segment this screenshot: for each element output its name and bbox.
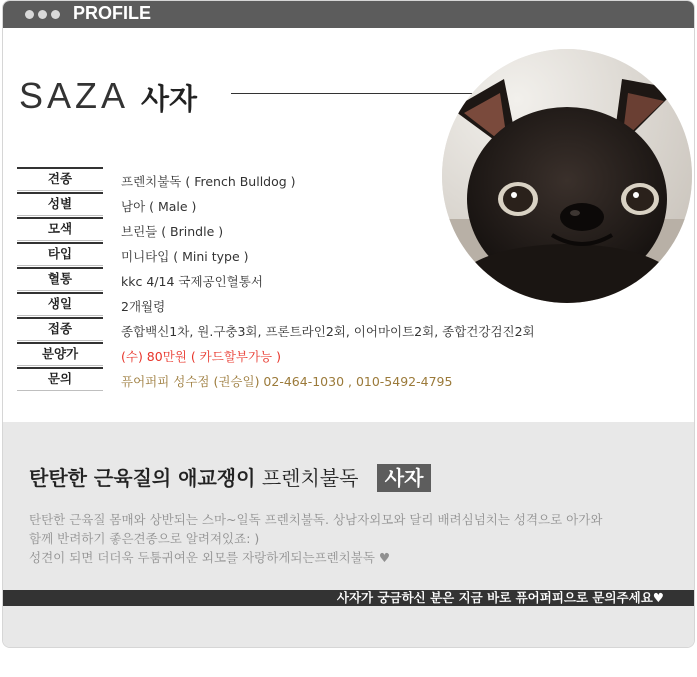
- info-row-pedigree: [17, 267, 577, 292]
- dog-name-korean: 사자: [141, 82, 198, 116]
- name-tag: 사자: [377, 464, 432, 492]
- contact-call-to-action: 사자가 궁금하신 분은 지금 바로 퓨어퍼피으로 문의주세요♥: [336, 590, 664, 605]
- price-value: (수) 80만원 ( 카드할부가능 ): [121, 349, 281, 364]
- info-row-color: [17, 217, 577, 242]
- info-row-sex: [17, 192, 577, 217]
- profile-header-bar: [3, 1, 694, 28]
- info-value: 남아 ( Male ): [121, 199, 197, 214]
- info-label: 타입: [17, 242, 103, 266]
- dot-icon: [38, 10, 47, 19]
- contact-value: 퓨어퍼피 성수점 (권승일) 02-464-1030 , 010-5492-4795: [121, 374, 453, 389]
- info-label: 모색: [17, 217, 103, 241]
- info-label: 생일: [17, 292, 103, 316]
- info-value: 2개월령: [121, 299, 166, 314]
- info-value: 프렌치불독 ( French Bulldog ): [121, 174, 296, 189]
- description-box: [3, 422, 694, 648]
- info-row-breed: [17, 167, 577, 192]
- info-value: 미니타입 ( Mini type ): [121, 249, 249, 264]
- info-label: 접종: [17, 317, 103, 341]
- title-divider: [231, 93, 501, 94]
- info-label: 혈통: [17, 267, 103, 291]
- info-value: kkc 4/14 국제공인혈통서: [121, 274, 263, 289]
- description-line: 탄탄한 근육질 몸매와 상반되는 스마~일독 프렌치불독. 상남자외모와 달리 배려심넘치는 성격으로 아가와: [29, 512, 603, 527]
- description-text: [29, 510, 669, 567]
- window-dots: [25, 10, 60, 19]
- profile-card: [2, 0, 695, 648]
- info-label: 성별: [17, 192, 103, 216]
- header-title: PROFILE: [73, 3, 152, 23]
- info-row-price: [17, 342, 577, 367]
- dot-icon: [51, 10, 60, 19]
- description-headline: [29, 462, 431, 492]
- info-row-contact: [17, 367, 577, 392]
- info-row-vaccination: [17, 317, 577, 342]
- info-row-birth: [17, 292, 577, 317]
- info-label: 견종: [17, 167, 103, 191]
- info-label: 문의: [17, 367, 103, 391]
- headline-bold: 탄탄한 근육질의 애교쟁이: [29, 466, 256, 490]
- info-value: 브린들 ( Brindle ): [121, 224, 224, 239]
- dog-name-english: SAZA: [19, 75, 130, 116]
- description-line: 성견이 되면 더더욱 두툼귀여운 외모를 자랑하게되는프렌치불독 ♥: [29, 550, 391, 565]
- dot-icon: [25, 10, 34, 19]
- info-label: 분양가: [17, 342, 103, 366]
- contact-bar: [3, 590, 694, 606]
- description-line: 함께 반려하기 좋은견종으로 알려져있죠: ): [29, 531, 260, 546]
- info-value: 종합백신1차, 원.구충3회, 프론트라인2회, 이어마이트2회, 종합건강검진2회: [121, 324, 535, 339]
- info-row-type: [17, 242, 577, 267]
- profile-info-table: [17, 167, 577, 392]
- headline-light: 프렌치불독: [261, 466, 359, 490]
